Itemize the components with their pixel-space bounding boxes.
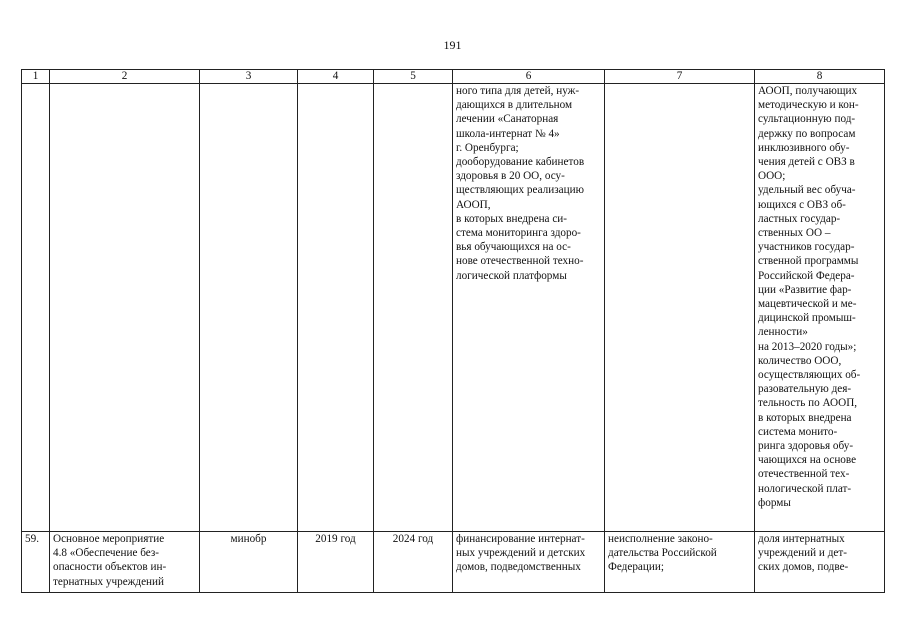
executor-cell [200,84,298,532]
measure-name-cell [50,84,200,532]
header-cell-7: 7 [605,70,755,84]
end-year-cell [374,84,453,532]
header-cell-5: 5 [374,70,453,84]
expected-result-cell: ного типа для детей, нуж- дающихся в длительном лечении «Санаторная школа-интернат № 4» г. Оренбурга; дооборудование кабинетов здоровья в 20 ОО, осу- ществляющих реализацию АООП, в которых внедрена си- стема мониторинга здоро- вья обучающихся на ос- нове отечественной техно- логической платформы [453,84,605,532]
header-cell-3: 3 [200,70,298,84]
header-cell-4: 4 [298,70,374,84]
program-table [21,69,885,593]
table-row [22,84,885,532]
expected-result-cell: финансирование интернат- ных учреждений и детских домов, подведомственных [453,532,605,593]
indicators-cell: АООП, получающих методическую и кон- сультационную под- держку по вопросам инклюзивного обу- чения детей с ОВЗ в ООО; удельный вес обуча- ющихся с ОВЗ об- ластных государ- ственных ОО – участников государ- ственной программы Российской Федера- ции «Развитие фар- мацевтической и ме- дицинской промыш- ленности» на 2013–2020 годы»; количество ООО, осуществляющих об- разовательную дея- тельность по АООП, в которых внедрена система монито- ринга здоровья обу- чающихся на основе отечественной тех- нологической плат- формы [755,84,885,532]
header-row [22,70,885,84]
start-year-cell: 2019 год [298,532,374,593]
indicators-cell: доля интернатных учреждений и дет- ских домов, подве- [755,532,885,593]
start-year-cell [298,84,374,532]
consequences-cell: неисполнение законо- дательства Российской Федерации; [605,532,755,593]
executor-cell: минобр [200,532,298,593]
header-cell-2: 2 [50,70,200,84]
measure-name-cell: Основное мероприятие 4.8 «Обеспечение без- опасности объектов ин- тернатных учреждений [50,532,200,593]
table-row [22,532,885,593]
row-number-cell [22,84,50,532]
end-year-cell: 2024 год [374,532,453,593]
header-cell-1: 1 [22,70,50,84]
consequences-cell [605,84,755,532]
row-number-cell: 59. [22,532,50,593]
header-cell-6: 6 [453,70,605,84]
page-number: 191 [443,38,462,52]
header-cell-8: 8 [755,70,885,84]
